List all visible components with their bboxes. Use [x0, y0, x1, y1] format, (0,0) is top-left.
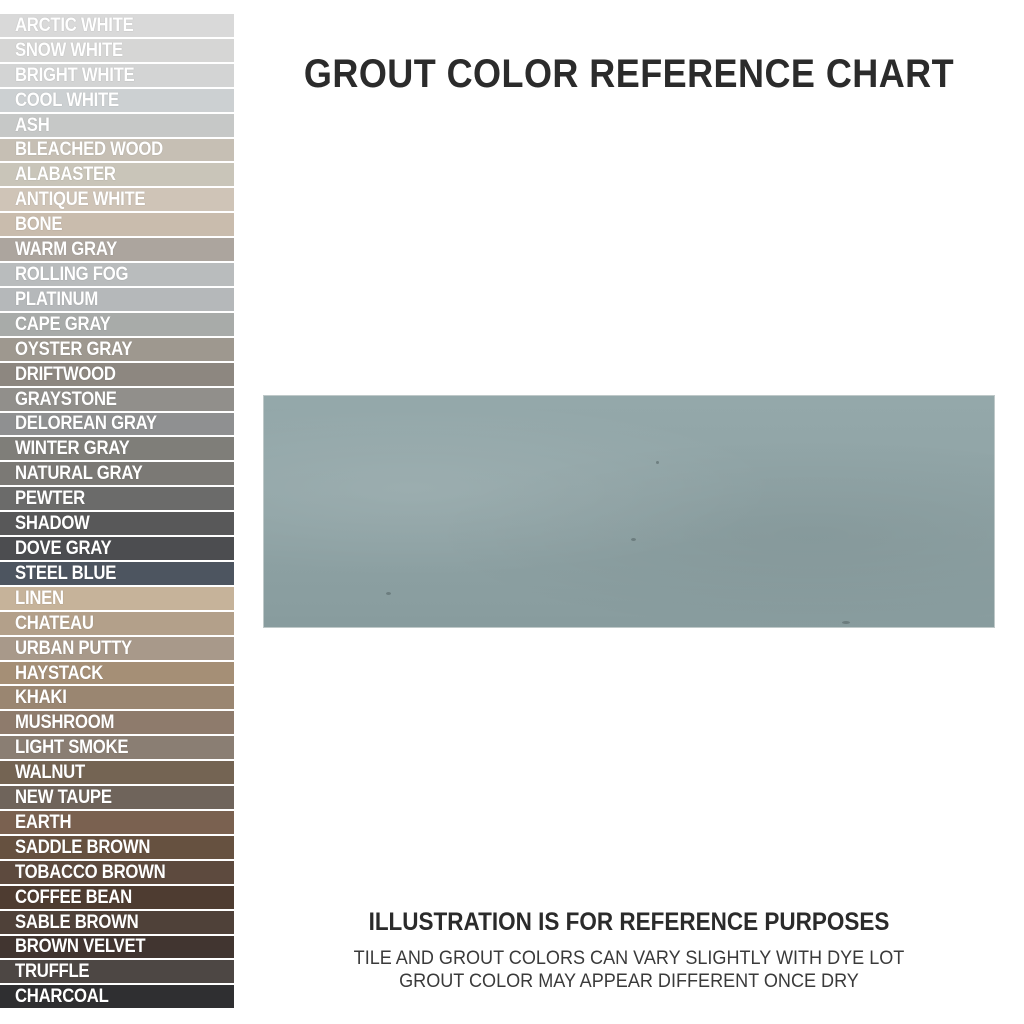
grout-swatch-label: LINEN	[15, 587, 64, 609]
grout-swatch-label: BLEACHED WOOD	[15, 139, 163, 161]
grout-swatch-label: STEEL BLUE	[15, 562, 117, 584]
grout-swatch-truffle[interactable]	[0, 960, 234, 985]
grout-swatch-oyster-gray[interactable]	[0, 338, 234, 363]
grout-swatch-ash[interactable]	[0, 114, 234, 139]
grout-swatch-earth[interactable]	[0, 811, 234, 836]
grout-swatch-arctic-white[interactable]	[0, 14, 234, 39]
grout-swatch-new-taupe[interactable]	[0, 786, 234, 811]
grout-swatch-label: SHADOW	[15, 513, 90, 535]
grout-swatch-bleached-wood[interactable]	[0, 139, 234, 164]
grout-swatch-rolling-fog[interactable]	[0, 263, 234, 288]
grout-swatch-label: WALNUT	[15, 762, 85, 784]
grout-swatch-label: BROWN VELVET	[15, 936, 146, 958]
grout-swatch-label: EARTH	[15, 811, 72, 833]
tile-speck	[386, 592, 391, 595]
grout-swatch-label: ARCTIC WHITE	[15, 14, 134, 36]
grout-swatch-bone[interactable]	[0, 213, 234, 238]
grout-swatch-label: ALABASTER	[15, 164, 116, 186]
grout-swatch-label: CAPE GRAY	[15, 313, 111, 335]
grout-swatch-label: HAYSTACK	[15, 662, 104, 684]
grout-swatch-label: PEWTER	[15, 488, 85, 510]
grout-swatch-winter-gray[interactable]	[0, 437, 234, 462]
grout-swatch-graystone[interactable]	[0, 388, 234, 413]
grout-swatch-warm-gray[interactable]	[0, 238, 234, 263]
grout-swatch-label: COFFEE BEAN	[15, 886, 132, 908]
tile-speck	[656, 461, 659, 464]
grout-swatch-label: DRIFTWOOD	[15, 363, 116, 385]
grout-swatch-label: PLATINUM	[15, 288, 99, 310]
grout-swatch-label: GRAYSTONE	[15, 388, 117, 410]
tile-speck	[631, 538, 636, 541]
grout-swatch-cool-white[interactable]	[0, 89, 234, 114]
grout-swatch-label: SNOW WHITE	[15, 39, 123, 61]
grout-swatch-bright-white[interactable]	[0, 64, 234, 89]
page-title: GROUT COLOR REFERENCE CHART	[303, 52, 955, 96]
grout-swatch-label: NATURAL GRAY	[15, 463, 143, 485]
grout-swatch-label: OYSTER GRAY	[15, 338, 133, 360]
tile-speck	[842, 621, 850, 624]
grout-swatch-shadow[interactable]	[0, 512, 234, 537]
grout-swatch-urban-putty[interactable]	[0, 637, 234, 662]
grout-swatch-platinum[interactable]	[0, 288, 234, 313]
grout-swatch-label: BONE	[15, 214, 63, 236]
grout-swatch-light-smoke[interactable]	[0, 736, 234, 761]
grout-swatch-label: CHARCOAL	[15, 986, 109, 1008]
grout-swatch-label: DELOREAN GRAY	[15, 413, 157, 435]
grout-swatch-linen[interactable]	[0, 587, 234, 612]
grout-swatch-label: TOBACCO BROWN	[15, 861, 166, 883]
grout-swatch-pewter[interactable]	[0, 487, 234, 512]
grout-swatch-label: COOL WHITE	[15, 89, 119, 111]
grout-swatch-label: ANTIQUE WHITE	[15, 189, 146, 211]
grout-swatch-mushroom[interactable]	[0, 711, 234, 736]
grout-swatch-chateau[interactable]	[0, 612, 234, 637]
grout-swatch-label: TRUFFLE	[15, 961, 90, 983]
grout-swatch-khaki[interactable]	[0, 686, 234, 711]
grout-swatch-label: WINTER GRAY	[15, 438, 130, 460]
grout-swatch-natural-gray[interactable]	[0, 462, 234, 487]
grout-swatch-walnut[interactable]	[0, 761, 234, 786]
grout-swatch-label: CHATEAU	[15, 612, 94, 634]
grout-swatch-charcoal[interactable]	[0, 985, 234, 1010]
grout-swatch-label: DOVE GRAY	[15, 537, 112, 559]
grout-swatch-label: BRIGHT WHITE	[15, 64, 135, 86]
grout-swatch-label: ASH	[15, 114, 50, 136]
grout-swatch-label: NEW TAUPE	[15, 787, 112, 809]
disclaimer-line-once-dry: GROUT COLOR MAY APPEAR DIFFERENT ONCE DRY	[399, 971, 859, 992]
tile-preview	[263, 395, 995, 628]
grout-swatch-label: WARM GRAY	[15, 239, 117, 261]
grout-swatch-brown-velvet[interactable]	[0, 936, 234, 961]
grout-swatch-label: ROLLING FOG	[15, 264, 129, 286]
grout-swatch-cape-gray[interactable]	[0, 313, 234, 338]
grout-swatch-steel-blue[interactable]	[0, 562, 234, 587]
grout-swatch-tobacco-brown[interactable]	[0, 861, 234, 886]
grout-swatch-haystack[interactable]	[0, 662, 234, 687]
grout-swatch-label: SABLE BROWN	[15, 911, 139, 933]
grout-swatch-delorean-gray[interactable]	[0, 413, 234, 438]
grout-swatch-dove-gray[interactable]	[0, 537, 234, 562]
grout-swatch-label: KHAKI	[15, 687, 67, 709]
grout-swatch-label: URBAN PUTTY	[15, 637, 132, 659]
grout-swatch-saddle-brown[interactable]	[0, 836, 234, 861]
grout-swatch-sable-brown[interactable]	[0, 911, 234, 936]
disclaimer-heading: ILLUSTRATION IS FOR REFERENCE PURPOSES	[368, 908, 890, 936]
disclaimer-line-dye-lot: TILE AND GROUT COLORS CAN VARY SLIGHTLY WITH DYE LOT	[353, 948, 905, 969]
grout-swatch-label: MUSHROOM	[15, 712, 115, 734]
grout-swatch-list	[0, 14, 234, 1010]
grout-swatch-antique-white[interactable]	[0, 188, 234, 213]
grout-swatch-coffee-bean[interactable]	[0, 886, 234, 911]
grout-swatch-alabaster[interactable]	[0, 163, 234, 188]
grout-swatch-snow-white[interactable]	[0, 39, 234, 64]
grout-swatch-driftwood[interactable]	[0, 363, 234, 388]
grout-swatch-label: LIGHT SMOKE	[15, 737, 129, 759]
grout-swatch-label: SADDLE BROWN	[15, 836, 151, 858]
